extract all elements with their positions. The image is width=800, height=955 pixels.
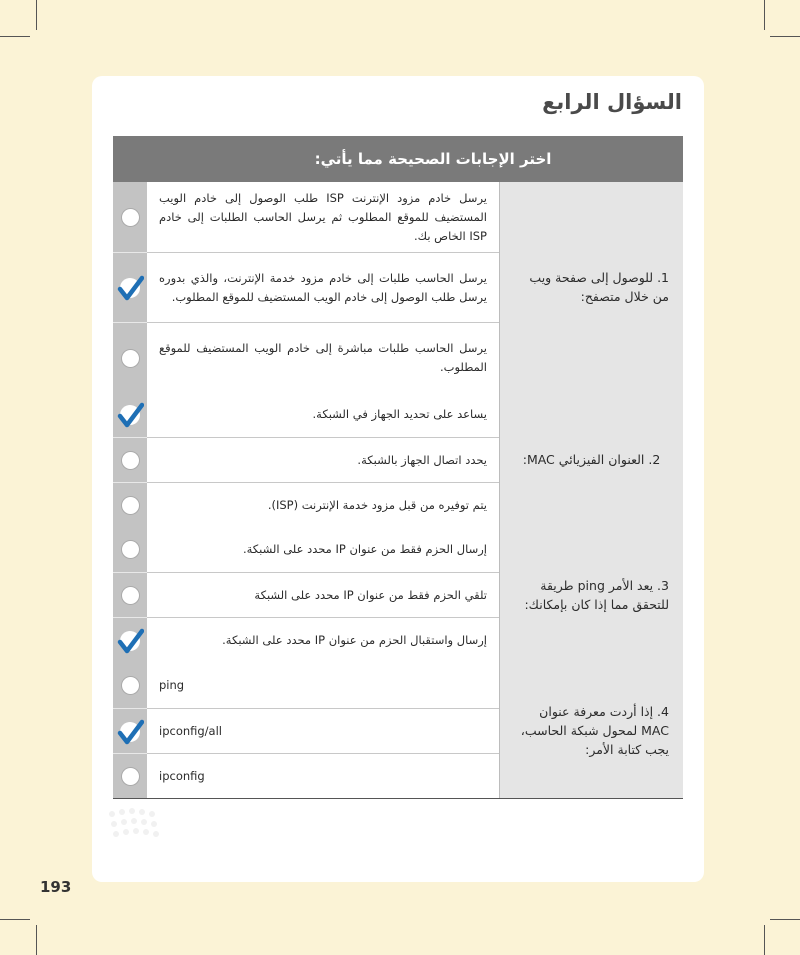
crop-mark (764, 925, 765, 955)
crop-mark (36, 925, 37, 955)
option-check-cell[interactable] (113, 617, 147, 664)
option-check-cell[interactable] (113, 572, 147, 618)
answer-option[interactable]: تلقي الحزم فقط من عنوان IP محدد على الشبكة (147, 572, 499, 617)
answer-option[interactable]: يرسل الحاسب طلبات إلى خادم مزود خدمة الإنترنت، والذي بدوره يرسل طلب الوصول إلى خادم الويب المستضيف للموقع المطلوب. (147, 252, 499, 322)
answer-option[interactable]: ipconfig (147, 753, 499, 798)
check-mark-icon (116, 274, 144, 302)
check-column (113, 527, 147, 663)
check-column (113, 182, 147, 392)
crop-mark (770, 36, 800, 37)
answer-option[interactable]: ipconfig/all (147, 708, 499, 753)
empty-circle-icon (122, 497, 139, 514)
answers-column (147, 182, 499, 392)
crop-mark (0, 919, 30, 920)
question-row-1 (113, 182, 683, 393)
answer-option[interactable]: إرسال واستقبال الحزم من عنوان IP محدد على الشبكة. (147, 617, 499, 663)
answer-option[interactable]: ping (159, 678, 185, 692)
option-check-cell[interactable] (113, 252, 147, 323)
answer-option[interactable]: إرسال الحزم فقط من عنوان IP محدد على الشبكة. (242, 542, 487, 556)
answers-column (147, 663, 499, 798)
answers-column (147, 527, 499, 663)
check-column (113, 663, 147, 798)
answer-option[interactable]: يرسل الحاسب طلبات مباشرة إلى خادم الويب المستضيف للموقع المطلوب. (147, 322, 499, 392)
ministry-logo-watermark (102, 804, 222, 844)
question-text: 2. العنوان الفيزيائي MAC: (499, 392, 683, 527)
answer-option[interactable]: يتم توفيره من قبل مزود خدمة الإنترنت (ISP). (147, 482, 499, 527)
empty-circle-icon (122, 209, 139, 226)
table-header-label: اختر الإجابات الصحيحة مما يأتي: (314, 150, 552, 168)
answer-option[interactable]: يساعد على تحديد الجهاز في الشبكة. (312, 407, 487, 421)
crop-mark (0, 36, 30, 37)
page-number: 193 (40, 878, 72, 896)
answer-option[interactable]: يرسل خادم مزود الإنترنت ISP طلب الوصول إلى خادم الويب المستضيف للموقع المطلوب ثم يرسل الحاسب الطلبات إلى خادم ISP الخاص بك. (159, 190, 487, 243)
empty-circle-icon (122, 541, 139, 558)
option-check-cell[interactable] (113, 663, 147, 708)
option-check-cell[interactable] (113, 527, 147, 572)
option-check-cell[interactable] (113, 392, 147, 437)
option-check-cell[interactable] (113, 482, 147, 528)
empty-circle-icon (122, 350, 139, 367)
check-mark-icon (116, 401, 144, 429)
question-text: 3. يعد الأمر ping طريقة للتحقق مما إذا كان بإمكانك: (499, 527, 683, 663)
table-header (113, 136, 683, 182)
check-column (113, 392, 147, 527)
question-text: 1. للوصول إلى صفحة ويب من خلال متصفح: (499, 182, 683, 392)
empty-circle-icon (122, 587, 139, 604)
empty-circle-icon (122, 677, 139, 694)
answer-option[interactable]: يحدد اتصال الجهاز بالشبكة. (147, 437, 499, 482)
crop-mark (36, 0, 37, 30)
option-check-cell[interactable] (113, 437, 147, 483)
question-row-2 (113, 392, 683, 528)
page-title: السؤال الرابع (542, 90, 682, 114)
empty-circle-icon (122, 452, 139, 469)
question-text: 4. إذا أردت معرفة عنوان MAC لمحول شبكة الحاسب، يجب كتابة الأمر: (499, 663, 683, 798)
option-check-cell[interactable] (113, 753, 147, 799)
question-row-4 (113, 663, 683, 799)
crop-mark (764, 0, 765, 30)
option-check-cell[interactable] (113, 708, 147, 754)
content-card (92, 76, 704, 882)
crop-mark (770, 919, 800, 920)
option-check-cell[interactable] (113, 182, 147, 252)
empty-circle-icon (122, 768, 139, 785)
answers-column (147, 392, 499, 527)
check-mark-icon (116, 718, 144, 746)
question-row-3 (113, 527, 683, 664)
option-check-cell[interactable] (113, 322, 147, 393)
check-mark-icon (116, 627, 144, 655)
